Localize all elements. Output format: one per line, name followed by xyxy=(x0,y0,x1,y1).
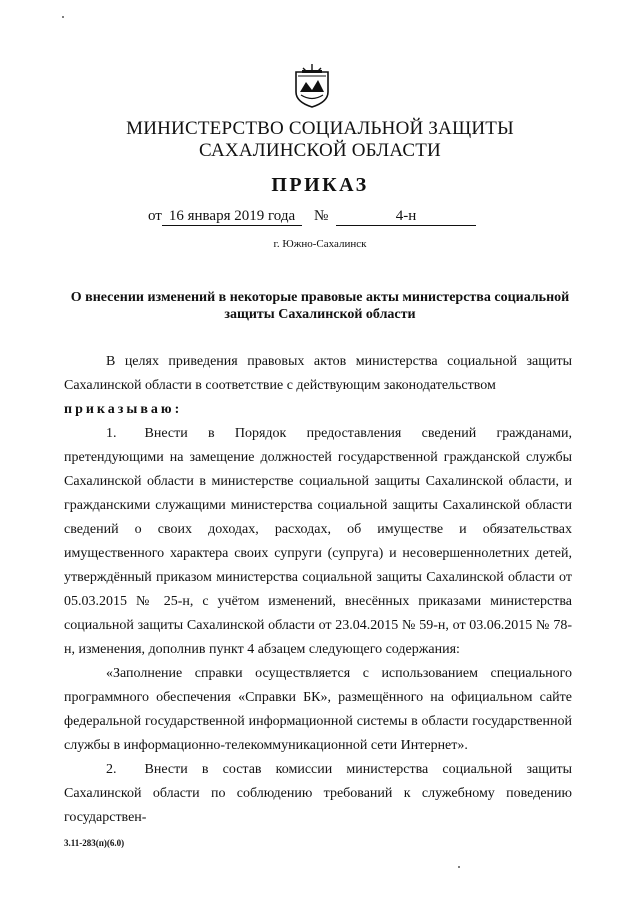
order-title: ПРИКАЗ xyxy=(271,174,369,196)
order-number: 4-н xyxy=(336,208,476,226)
number-sign: № xyxy=(314,208,329,224)
city-name: г. Южно-Сахалинск xyxy=(273,238,367,250)
item-1-paragraph: 1. Внести в Порядок предоставления сведений гражданами, претендующими на замещение должностей государственной гражданской службы Сахалинской области в министерстве социальной защиты Сахалинской области, и гражданскими служащими министерства социальной защиты Сахалинской области сведений о своих доходах, расходах, об имуществе и обязательствах имущественного характера своих супруги (супруга) и несовершеннолетних детей, утверждённый приказом министерства социальной защиты Сахалинской области от 05.03.2015 № 25-н, с учётом изменений, внесённых приказами министерства социальной защиты Сахалинской области от 23.04.2015 № 59-н, от 03.06.2015 № 78-н, изменения, дополнив пункт 4 абзацем следующего содержания: xyxy=(64,426,572,657)
command-paragraph xyxy=(64,398,572,422)
subject-line2: защиты Сахалинской области xyxy=(224,307,416,322)
command-word: приказываю: xyxy=(64,402,183,417)
ministry-name xyxy=(60,118,580,162)
footer-form-code: 3.11-283(п)(6.0) xyxy=(64,838,125,848)
preamble-text: В целях приведения правовых актов министерства социальной защиты Сахалинской области в соответствие с действующим законодательством xyxy=(64,354,572,393)
order-subject xyxy=(60,289,580,323)
quote-paragraph: «Заполнение справки осуществляется с использованием специального программного обеспечения «Справки БК», размещённого на официальном сайте федеральной государственной информационной системы в области государственной службы в информационно-телекоммуникационной сети Интернет». xyxy=(64,666,572,753)
scan-speck xyxy=(458,866,460,868)
preamble-paragraph xyxy=(64,350,572,398)
order-date-number-line xyxy=(148,206,478,228)
item-2-paragraph: 2. Внести в состав комиссии министерства социальной защиты Сахалинской области по соблюдению требований к служебному поведению государствен- xyxy=(64,762,572,825)
document-body xyxy=(64,350,572,830)
scan-speck xyxy=(62,16,64,18)
order-date: 16 января 2019 года xyxy=(162,208,302,226)
sakhalin-coat-of-arms-icon xyxy=(292,62,332,108)
ministry-name-line1: МИНИСТЕРСТВО СОЦИАЛЬНОЙ ЗАЩИТЫ xyxy=(126,118,514,139)
date-prefix: от xyxy=(148,208,162,224)
subject-line1: О внесении изменений в некоторые правовые акты министерства социальной xyxy=(70,290,570,305)
ministry-name-line2: САХАЛИНСКОЙ ОБЛАСТИ xyxy=(199,140,441,161)
